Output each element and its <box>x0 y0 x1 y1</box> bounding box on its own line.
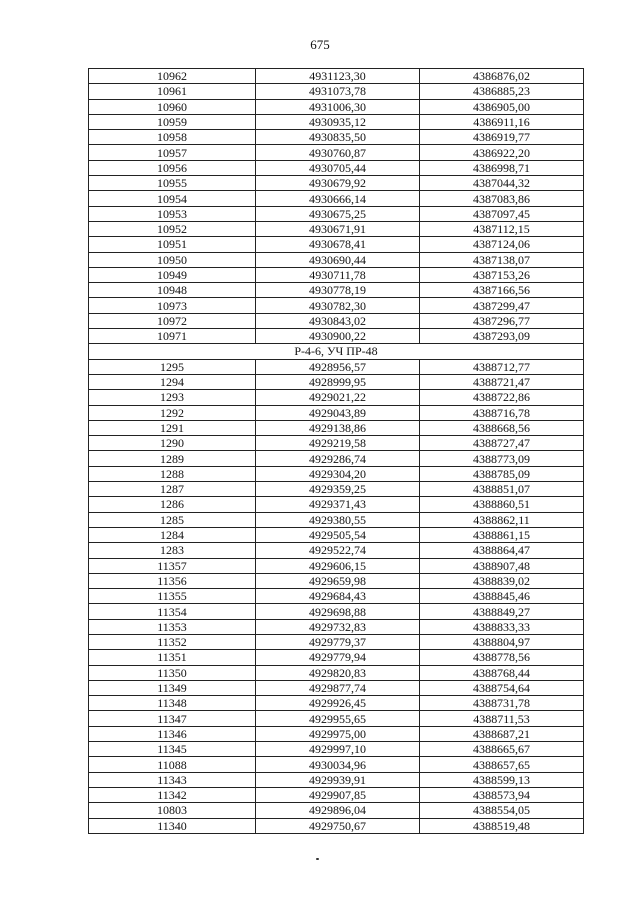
x-coordinate-cell: 4929138,86 <box>256 420 420 435</box>
point-number-cell: 10971 <box>89 329 256 344</box>
x-coordinate-cell: 4930671,91 <box>256 221 420 236</box>
x-coordinate-cell: 4931006,30 <box>256 99 420 114</box>
y-coordinate-cell: 4388731,78 <box>420 696 584 711</box>
table-row <box>89 359 584 374</box>
point-number-cell: 11347 <box>89 711 256 726</box>
y-coordinate-cell: 4388845,46 <box>420 589 584 604</box>
point-number-cell: 11353 <box>89 619 256 634</box>
point-number-cell: 1295 <box>89 359 256 374</box>
y-coordinate-cell: 4388785,09 <box>420 466 584 481</box>
table-row <box>89 634 584 649</box>
x-coordinate-cell: 4929286,74 <box>256 451 420 466</box>
y-coordinate-cell: 4387044,32 <box>420 176 584 191</box>
y-coordinate-cell: 4386922,20 <box>420 145 584 160</box>
point-number-cell: 10803 <box>89 803 256 818</box>
y-coordinate-cell: 4388861,15 <box>420 527 584 542</box>
y-coordinate-cell: 4386905,00 <box>420 99 584 114</box>
y-coordinate-cell: 4388768,44 <box>420 665 584 680</box>
y-coordinate-cell: 4387166,56 <box>420 283 584 298</box>
y-coordinate-cell: 4387112,15 <box>420 221 584 236</box>
y-coordinate-cell: 4386885,23 <box>420 84 584 99</box>
x-coordinate-cell: 4929939,91 <box>256 772 420 787</box>
y-coordinate-cell: 4387299,47 <box>420 298 584 313</box>
table-row <box>89 589 584 604</box>
x-coordinate-cell: 4929975,00 <box>256 726 420 741</box>
point-number-cell: 10955 <box>89 176 256 191</box>
table-row <box>89 130 584 145</box>
point-number-cell: 10948 <box>89 283 256 298</box>
table-row <box>89 726 584 741</box>
table-row <box>89 543 584 558</box>
y-coordinate-cell: 4388711,53 <box>420 711 584 726</box>
point-number-cell: 11088 <box>89 757 256 772</box>
point-number-cell: 1291 <box>89 420 256 435</box>
y-coordinate-cell: 4388573,94 <box>420 787 584 802</box>
table-row <box>89 145 584 160</box>
table-row <box>89 497 584 512</box>
y-coordinate-cell: 4388599,13 <box>420 772 584 787</box>
table-row <box>89 680 584 695</box>
x-coordinate-cell: 4930705,44 <box>256 160 420 175</box>
y-coordinate-cell: 4386876,02 <box>420 69 584 84</box>
point-number-cell: 10960 <box>89 99 256 114</box>
coordinates-table <box>88 68 584 834</box>
table-row <box>89 803 584 818</box>
y-coordinate-cell: 4388839,02 <box>420 573 584 588</box>
y-coordinate-cell: 4386911,16 <box>420 114 584 129</box>
x-coordinate-cell: 4929021,22 <box>256 390 420 405</box>
x-coordinate-cell: 4929779,94 <box>256 650 420 665</box>
x-coordinate-cell: 4930034,96 <box>256 757 420 772</box>
x-coordinate-cell: 4929896,04 <box>256 803 420 818</box>
table-row <box>89 99 584 114</box>
point-number-cell: 1283 <box>89 543 256 558</box>
table-row <box>89 650 584 665</box>
x-coordinate-cell: 4930711,78 <box>256 267 420 282</box>
y-coordinate-cell: 4386919,77 <box>420 130 584 145</box>
point-number-cell: 10973 <box>89 298 256 313</box>
x-coordinate-cell: 4930675,25 <box>256 206 420 221</box>
x-coordinate-cell: 4929997,10 <box>256 742 420 757</box>
table-row <box>89 114 584 129</box>
section-header-row <box>89 344 584 359</box>
y-coordinate-cell: 4388712,77 <box>420 359 584 374</box>
point-number-cell: 10961 <box>89 84 256 99</box>
x-coordinate-cell: 4930778,19 <box>256 283 420 298</box>
x-coordinate-cell: 4929522,74 <box>256 543 420 558</box>
y-coordinate-cell: 4388773,09 <box>420 451 584 466</box>
footer-dot <box>316 858 319 860</box>
point-number-cell: 11352 <box>89 634 256 649</box>
table-row <box>89 436 584 451</box>
y-coordinate-cell: 4388860,51 <box>420 497 584 512</box>
x-coordinate-cell: 4929304,20 <box>256 466 420 481</box>
point-number-cell: 11351 <box>89 650 256 665</box>
x-coordinate-cell: 4929926,45 <box>256 696 420 711</box>
y-coordinate-cell: 4388668,56 <box>420 420 584 435</box>
table-row <box>89 451 584 466</box>
table-row <box>89 237 584 252</box>
point-number-cell: 1292 <box>89 405 256 420</box>
point-number-cell: 1286 <box>89 497 256 512</box>
y-coordinate-cell: 4388687,21 <box>420 726 584 741</box>
y-coordinate-cell: 4388864,47 <box>420 543 584 558</box>
point-number-cell: 1293 <box>89 390 256 405</box>
point-number-cell: 10959 <box>89 114 256 129</box>
y-coordinate-cell: 4387124,06 <box>420 237 584 252</box>
point-number-cell: 10972 <box>89 313 256 328</box>
point-number-cell: 10962 <box>89 69 256 84</box>
table-row <box>89 619 584 634</box>
x-coordinate-cell: 4929955,65 <box>256 711 420 726</box>
point-number-cell: 10951 <box>89 237 256 252</box>
x-coordinate-cell: 4931073,78 <box>256 84 420 99</box>
table-row <box>89 329 584 344</box>
point-number-cell: 1294 <box>89 374 256 389</box>
table-row <box>89 84 584 99</box>
point-number-cell: 11356 <box>89 573 256 588</box>
table-row <box>89 69 584 84</box>
y-coordinate-cell: 4387083,86 <box>420 191 584 206</box>
x-coordinate-cell: 4929907,85 <box>256 787 420 802</box>
table-row <box>89 420 584 435</box>
coordinates-table-body <box>89 69 584 834</box>
y-coordinate-cell: 4387293,09 <box>420 329 584 344</box>
x-coordinate-cell: 4930678,41 <box>256 237 420 252</box>
x-coordinate-cell: 4929779,37 <box>256 634 420 649</box>
y-coordinate-cell: 4388665,67 <box>420 742 584 757</box>
x-coordinate-cell: 4929750,67 <box>256 818 420 833</box>
point-number-cell: 1287 <box>89 482 256 497</box>
y-coordinate-cell: 4388721,47 <box>420 374 584 389</box>
point-number-cell: 11349 <box>89 680 256 695</box>
point-number-cell: 10954 <box>89 191 256 206</box>
table-row <box>89 221 584 236</box>
point-number-cell: 1289 <box>89 451 256 466</box>
table-row <box>89 466 584 481</box>
y-coordinate-cell: 4386998,71 <box>420 160 584 175</box>
table-row <box>89 742 584 757</box>
table-row <box>89 405 584 420</box>
point-number-cell: 11345 <box>89 742 256 757</box>
table-row <box>89 787 584 802</box>
point-number-cell: 10953 <box>89 206 256 221</box>
x-coordinate-cell: 4929219,58 <box>256 436 420 451</box>
x-coordinate-cell: 4929684,43 <box>256 589 420 604</box>
point-number-cell: 11350 <box>89 665 256 680</box>
point-number-cell: 11357 <box>89 558 256 573</box>
x-coordinate-cell: 4930760,87 <box>256 145 420 160</box>
y-coordinate-cell: 4388722,86 <box>420 390 584 405</box>
x-coordinate-cell: 4930843,02 <box>256 313 420 328</box>
x-coordinate-cell: 4930935,12 <box>256 114 420 129</box>
table-row <box>89 482 584 497</box>
point-number-cell: 1290 <box>89 436 256 451</box>
y-coordinate-cell: 4388754,64 <box>420 680 584 695</box>
y-coordinate-cell: 4387097,45 <box>420 206 584 221</box>
x-coordinate-cell: 4929359,25 <box>256 482 420 497</box>
table-row <box>89 772 584 787</box>
table-row <box>89 818 584 833</box>
table-row <box>89 696 584 711</box>
page-number: 675 <box>310 37 330 52</box>
x-coordinate-cell: 4929380,55 <box>256 512 420 527</box>
x-coordinate-cell: 4928999,95 <box>256 374 420 389</box>
x-coordinate-cell: 4929698,88 <box>256 604 420 619</box>
y-coordinate-cell: 4388862,11 <box>420 512 584 527</box>
y-coordinate-cell: 4388851,07 <box>420 482 584 497</box>
table-row <box>89 711 584 726</box>
point-number-cell: 11348 <box>89 696 256 711</box>
y-coordinate-cell: 4388727,47 <box>420 436 584 451</box>
y-coordinate-cell: 4387153,26 <box>420 267 584 282</box>
table-row <box>89 665 584 680</box>
y-coordinate-cell: 4388554,05 <box>420 803 584 818</box>
section-title: Р-4-6, УЧ ПР-48 <box>89 344 584 359</box>
table-row <box>89 604 584 619</box>
point-number-cell: 10958 <box>89 130 256 145</box>
table-row <box>89 298 584 313</box>
point-number-cell: 10950 <box>89 252 256 267</box>
point-number-cell: 11340 <box>89 818 256 833</box>
table-row <box>89 191 584 206</box>
table-row <box>89 252 584 267</box>
y-coordinate-cell: 4387296,77 <box>420 313 584 328</box>
point-number-cell: 10952 <box>89 221 256 236</box>
table-row <box>89 283 584 298</box>
y-coordinate-cell: 4388907,48 <box>420 558 584 573</box>
x-coordinate-cell: 4929371,43 <box>256 497 420 512</box>
point-number-cell: 11354 <box>89 604 256 619</box>
table-row <box>89 313 584 328</box>
x-coordinate-cell: 4929877,74 <box>256 680 420 695</box>
x-coordinate-cell: 4930900,22 <box>256 329 420 344</box>
y-coordinate-cell: 4388716,78 <box>420 405 584 420</box>
x-coordinate-cell: 4930690,44 <box>256 252 420 267</box>
y-coordinate-cell: 4388657,65 <box>420 757 584 772</box>
point-number-cell: 11343 <box>89 772 256 787</box>
table-row <box>89 558 584 573</box>
table-row <box>89 573 584 588</box>
table-row <box>89 206 584 221</box>
x-coordinate-cell: 4930835,50 <box>256 130 420 145</box>
x-coordinate-cell: 4929606,15 <box>256 558 420 573</box>
y-coordinate-cell: 4388804,97 <box>420 634 584 649</box>
point-number-cell: 10949 <box>89 267 256 282</box>
table-row <box>89 267 584 282</box>
point-number-cell: 11355 <box>89 589 256 604</box>
x-coordinate-cell: 4929043,89 <box>256 405 420 420</box>
table-row <box>89 176 584 191</box>
y-coordinate-cell: 4388833,33 <box>420 619 584 634</box>
x-coordinate-cell: 4929505,54 <box>256 527 420 542</box>
point-number-cell: 1284 <box>89 527 256 542</box>
point-number-cell: 11342 <box>89 787 256 802</box>
x-coordinate-cell: 4929659,98 <box>256 573 420 588</box>
x-coordinate-cell: 4931123,30 <box>256 69 420 84</box>
x-coordinate-cell: 4930666,14 <box>256 191 420 206</box>
x-coordinate-cell: 4929732,83 <box>256 619 420 634</box>
x-coordinate-cell: 4929820,83 <box>256 665 420 680</box>
x-coordinate-cell: 4928956,57 <box>256 359 420 374</box>
table-row <box>89 512 584 527</box>
point-number-cell: 1288 <box>89 466 256 481</box>
x-coordinate-cell: 4930782,30 <box>256 298 420 313</box>
y-coordinate-cell: 4387138,07 <box>420 252 584 267</box>
point-number-cell: 10956 <box>89 160 256 175</box>
x-coordinate-cell: 4930679,92 <box>256 176 420 191</box>
point-number-cell: 10957 <box>89 145 256 160</box>
y-coordinate-cell: 4388519,48 <box>420 818 584 833</box>
y-coordinate-cell: 4388778,56 <box>420 650 584 665</box>
table-row <box>89 374 584 389</box>
y-coordinate-cell: 4388849,27 <box>420 604 584 619</box>
point-number-cell: 1285 <box>89 512 256 527</box>
point-number-cell: 11346 <box>89 726 256 741</box>
table-row <box>89 390 584 405</box>
table-row <box>89 757 584 772</box>
table-row <box>89 527 584 542</box>
table-row <box>89 160 584 175</box>
